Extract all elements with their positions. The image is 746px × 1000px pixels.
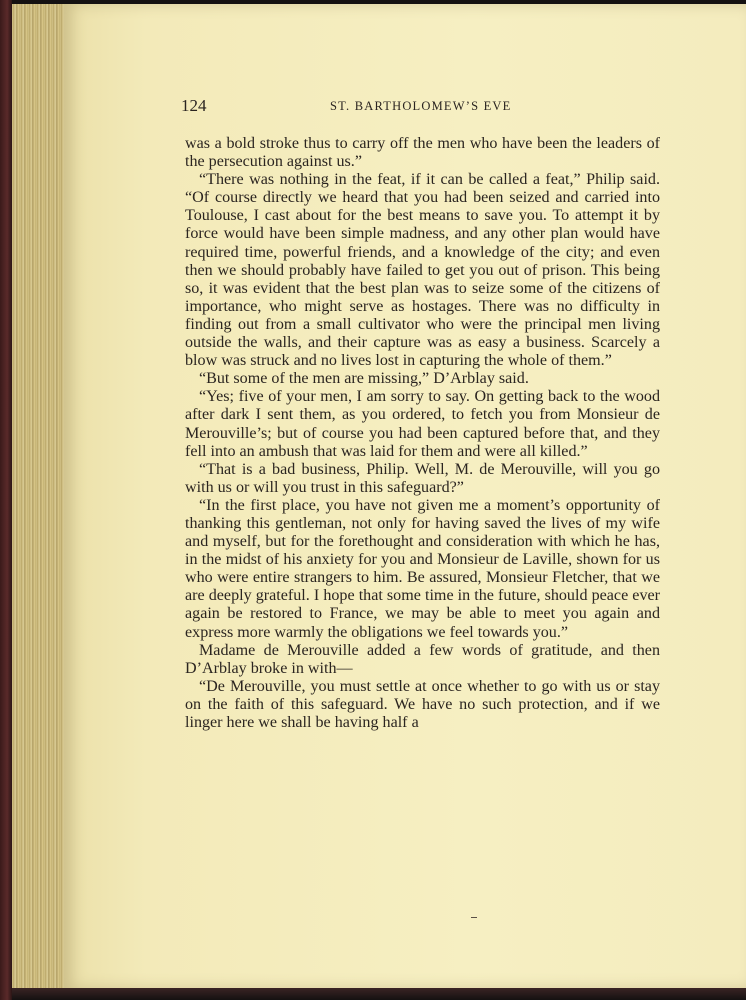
page-mark	[471, 917, 477, 918]
book-binding	[0, 0, 12, 1000]
page-edges	[12, 4, 65, 994]
bottom-edge	[12, 988, 746, 1000]
paragraph: “In the first place, you have not given me a moment’s opportunity of thanking this gentleman, not only for having saved the lives of my wife and myself, but for the forethought and consideration with which he has, in the midst of his anxiety for you and Monsieur de Laville, shown for us who were entire strangers to him. Be assured, Monsieur Fletcher, that we are deeply grateful. I hope that some time in the future, should peace ever again be restored to France, we may be able to meet you again and express more warmly the obligations we feel towards you.”	[185, 496, 660, 641]
page-header	[181, 96, 661, 120]
paragraph: “There was nothing in the feat, if it can be called a feat,” Philip said. “Of course directly we heard that you had been seized and carried into Toulouse, I cast about for the best means to save you. To attempt it by force would have been simple madness, and any other plan would have required time, powerful friends, and a knowledge of the city; and even then we should probably have failed to get you out of prison. This being so, it was evident that the best plan was to seize some of the citizens of importance, who might serve as hostages. There was no difficulty in finding out from a small cultivator who were the principal men living outside the walls, and their capture was as easy a business. Scarcely a blow was struck and no lives lost in capturing the whole of them.”	[185, 171, 660, 370]
paragraph: Madame de Merouville added a few words of gratitude, and then D’Arblay broke in with—	[185, 641, 660, 677]
paragraph: “De Merouville, you must settle at once whether to go with us or stay on the faith of this safeguard. We have no such protection, and if we linger here we shall be having half a	[185, 677, 660, 731]
paragraph: “But some of the men are missing,” D’Arblay said.	[199, 370, 529, 388]
paragraph: “That is a bad business, Philip. Well, M. de Merouville, will you go with us or will you trust in this safeguard?”	[185, 460, 660, 496]
body-text	[185, 135, 660, 732]
paragraph: was a bold stroke thus to carry off the men who have been the leaders of the persecution against us.”	[185, 135, 660, 171]
running-title: ST. BARTHOLOMEW’S EVE	[330, 99, 512, 113]
page-number: 124	[181, 96, 207, 115]
paragraph: “Yes; five of your men, I am sorry to say. On getting back to the wood after dark I sent them, as you ordered, to fetch you from Monsieur de Merouville’s; but of course you had been captured before that, and they fell into an ambush that was laid for them and were all killed.”	[185, 388, 660, 460]
